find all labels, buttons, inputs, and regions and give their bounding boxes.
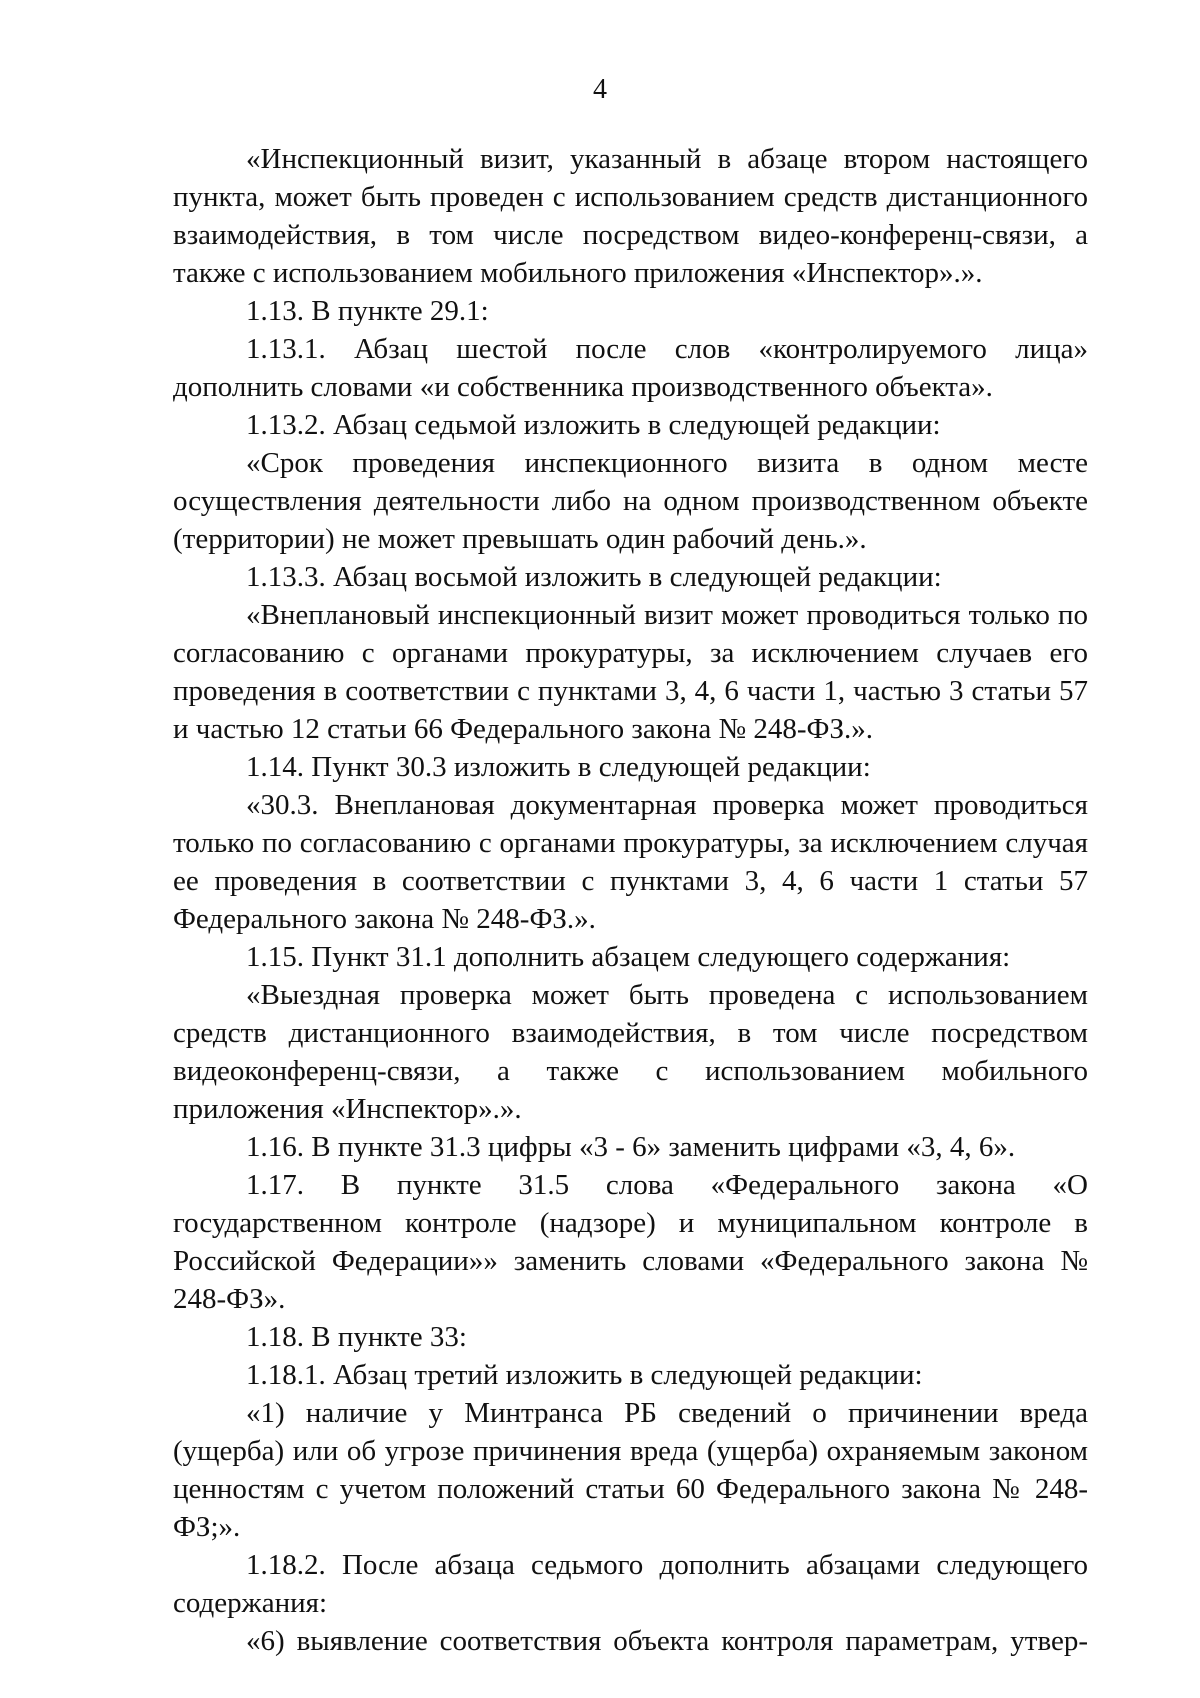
paragraph: 1.16. В пункте 31.3 цифры «3 - 6» заменить цифрами «3, 4, 6».: [246, 1131, 1016, 1163]
paragraph: 1.15. Пункт 31.1 дополнить абзацем следующего содержания:: [246, 941, 1011, 973]
paragraph: «6) выявление соответствия объекта контроля параметрам, утвер-: [246, 1625, 1088, 1657]
paragraph: «Выездная проверка может быть проведена с использованием средств дистанционного взаимодействия, в том числе посредством видеоконференц-связи, а также с использованием мобильного приложения «Инспектор».».: [173, 979, 1088, 1125]
document-body: [173, 140, 1088, 1660]
paragraph: «Внеплановый инспекционный визит может проводиться только по согласованию с органами прокуратуры, за исключением случаев его проведения в соответствии с пунктами 3, 4, 6 части 1, частью 3 статьи 57 и частью 12 статьи 66 Федерального закона № 248-ФЗ.».: [173, 599, 1088, 745]
paragraph: «Инспекционный визит, указанный в абзаце втором настоящего пункта, может быть проведен с использованием средств дистанционного взаимодействия, в том числе посредством видео-конференц-связи, а также с использованием мобильного приложения «Инспектор».».: [173, 143, 1088, 289]
paragraph: 1.17. В пункте 31.5 слова «Федерального закона «О государственном контроле (надзоре) и муниципальном контроле в Российской Федерации»» заменить словами «Федерального закона № 248-ФЗ».: [173, 1169, 1088, 1315]
paragraph: 1.13. В пункте 29.1:: [246, 295, 489, 327]
paragraph: 1.13.3. Абзац восьмой изложить в следующей редакции:: [246, 561, 942, 593]
paragraph: 1.18.2. После абзаца седьмого дополнить абзацами следующего содержания:: [173, 1549, 1088, 1619]
paragraph: 1.18.1. Абзац третий изложить в следующей редакции:: [246, 1359, 923, 1391]
paragraph: 1.13.2. Абзац седьмой изложить в следующей редакции:: [246, 409, 941, 441]
paragraph: «1) наличие у Минтранса РБ сведений о причинении вреда (ущерба) или об угрозе причинения вреда (ущерба) охраняемым законом ценностям с учетом положений статьи 60 Федерального закона № 248-ФЗ;».: [173, 1397, 1088, 1543]
paragraph: 1.18. В пункте 33:: [246, 1321, 467, 1353]
paragraph: «Срок проведения инспекционного визита в одном месте осуществления деятельности либо на одном производственном объекте (территории) не может превышать один рабочий день.».: [173, 447, 1088, 555]
paragraph: 1.13.1. Абзац шестой после слов «контролируемого лица» дополнить словами «и собственника производственного объекта».: [173, 333, 1088, 403]
page-number: 4: [593, 74, 607, 105]
paragraph: «30.3. Внеплановая документарная проверка может проводиться только по согласованию с органами прокуратуры, за исключением случая ее проведения в соответствии с пунктами 3, 4, 6 части 1 статьи 57 Федерального закона № 248-ФЗ.».: [173, 789, 1088, 935]
paragraph: 1.14. Пункт 30.3 изложить в следующей редакции:: [246, 751, 871, 783]
